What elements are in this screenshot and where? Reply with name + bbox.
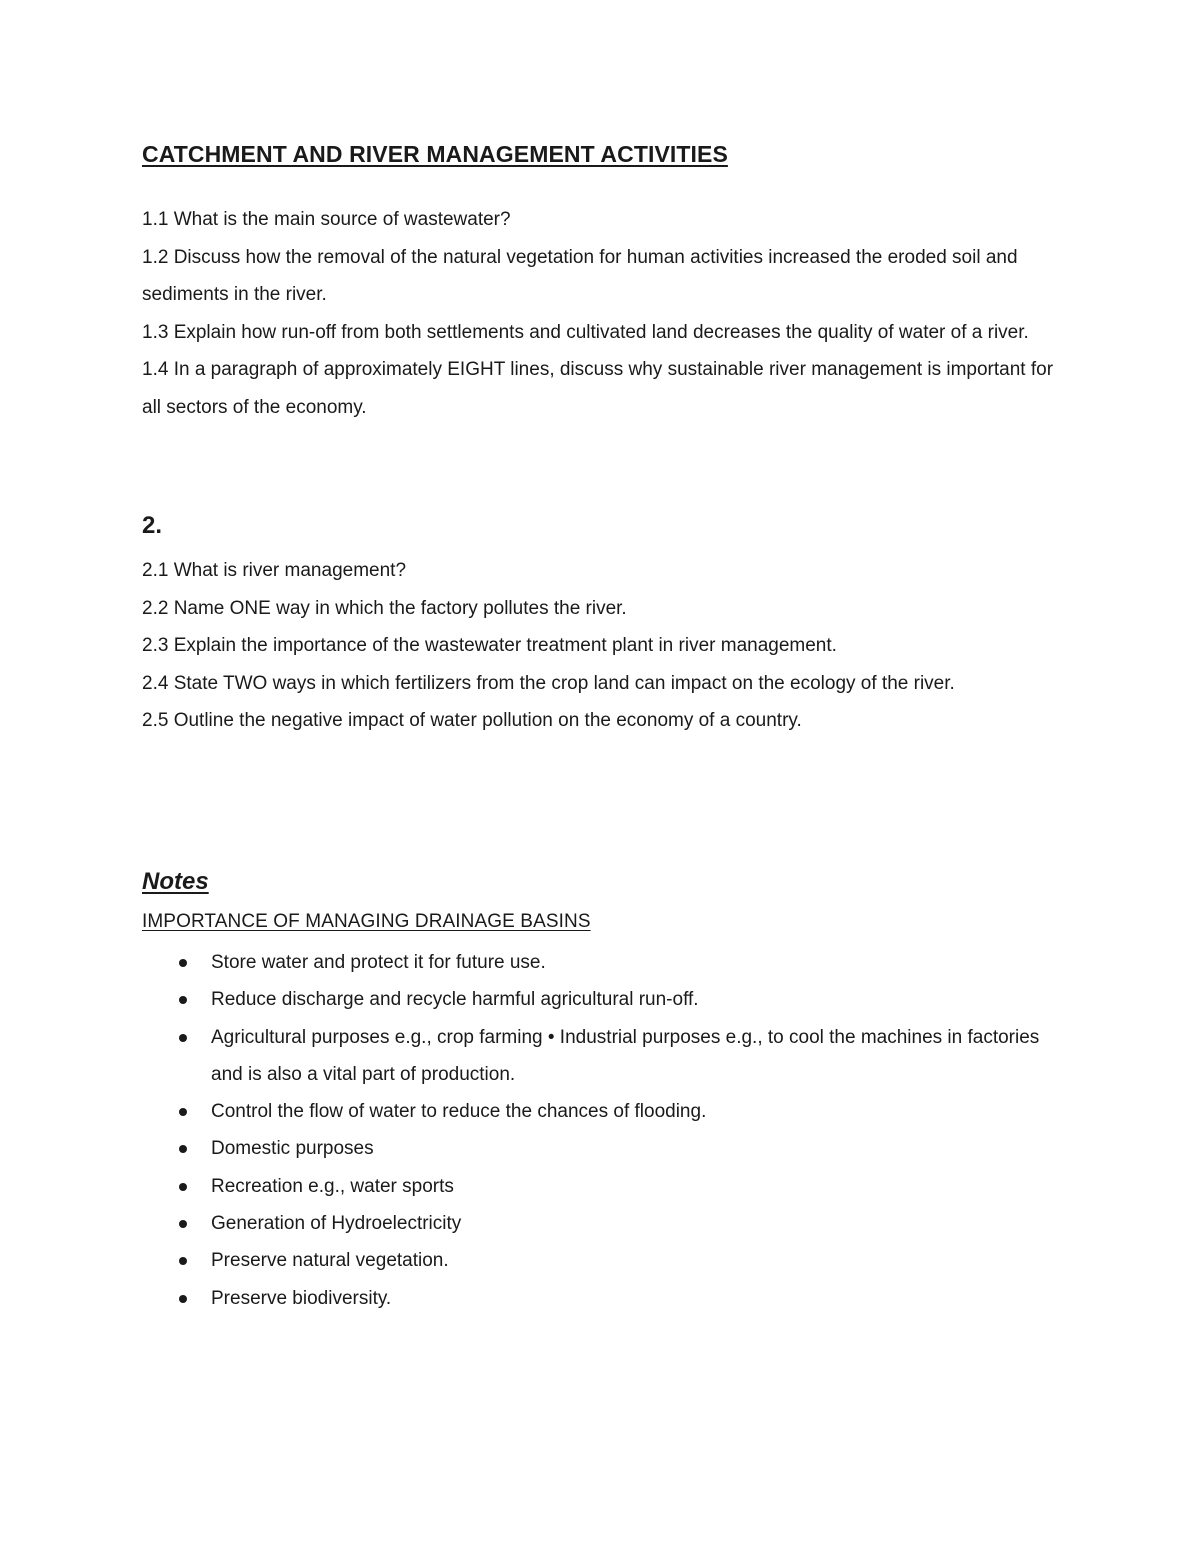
list-item-text: Recreation e.g., water sports [211, 1175, 454, 1197]
question-2-1: 2.1 What is river management? [142, 560, 407, 581]
list-item [142, 944, 1062, 981]
bullet-dot-icon [179, 1183, 187, 1191]
section-2-questions [142, 552, 1062, 740]
bullet-dot-icon [179, 959, 187, 967]
bullet-dot-icon [179, 1145, 187, 1153]
notes-bullet-list [142, 944, 1062, 1317]
list-item-text: Preserve biodiversity. [211, 1287, 392, 1309]
question-2-3: 2.3 Explain the importance of the wastewater treatment plant in river management. [142, 635, 837, 656]
list-item-text: Store water and protect it for future use. [211, 952, 546, 973]
question-2-5: 2.5 Outline the negative impact of water pollution on the economy of a country. [142, 710, 802, 731]
list-item [142, 1205, 1062, 1242]
bullet-dot-icon [179, 1108, 187, 1116]
list-item-text: Agricultural purposes e.g., crop farming • Industrial purposes e.g., to cool the machines in factories and is also a vital part of production. [211, 1026, 1040, 1085]
list-item-text: Preserve natural vegetation. [211, 1250, 449, 1272]
list-item [142, 1242, 1062, 1279]
bullet-dot-icon [179, 1220, 187, 1228]
list-item-text: Control the flow of water to reduce the chances of flooding. [211, 1101, 707, 1123]
notes-heading: Notes [142, 868, 209, 895]
bullet-dot-icon [179, 996, 187, 1004]
section-1-questions [142, 201, 1062, 426]
question-2-4: 2.4 State TWO ways in which fertilizers from the crop land can impact on the ecology of the river. [142, 672, 955, 694]
list-item-text: Domestic purposes [211, 1138, 374, 1160]
list-item [142, 1019, 1062, 1094]
bullet-dot-icon [179, 1257, 187, 1265]
list-item [142, 1093, 1062, 1130]
question-1-2: 1.2 Discuss how the removal of the natural vegetation for human activities increased the eroded soil and sediments in the river. [142, 246, 1018, 305]
question-1-4: 1.4 In a paragraph of approximately EIGHT lines, discuss why sustainable river management is important for all sectors of the economy. [142, 359, 1054, 418]
bullet-dot-icon [179, 1034, 187, 1042]
list-item [142, 981, 1062, 1018]
question-1-3: 1.3 Explain how run-off from both settlements and cultivated land decreases the quality of water of a river. [142, 321, 1029, 343]
bullet-dot-icon [179, 1295, 187, 1303]
document-title: CATCHMENT AND RIVER MANAGEMENT ACTIVITIES [142, 141, 728, 167]
question-1-1: 1.1 What is the main source of wastewater? [142, 209, 511, 230]
list-item [142, 1130, 1062, 1167]
list-item-text: Reduce discharge and recycle harmful agricultural run-off. [211, 989, 699, 1011]
list-item [142, 1280, 1062, 1317]
list-item-text: Generation of Hydroelectricity [211, 1213, 462, 1235]
notes-subheading: IMPORTANCE OF MANAGING DRAINAGE BASINS [142, 911, 591, 932]
question-2-2: 2.2 Name ONE way in which the factory pollutes the river. [142, 597, 627, 619]
section-2-number: 2. [142, 512, 163, 539]
list-item [142, 1168, 1062, 1205]
